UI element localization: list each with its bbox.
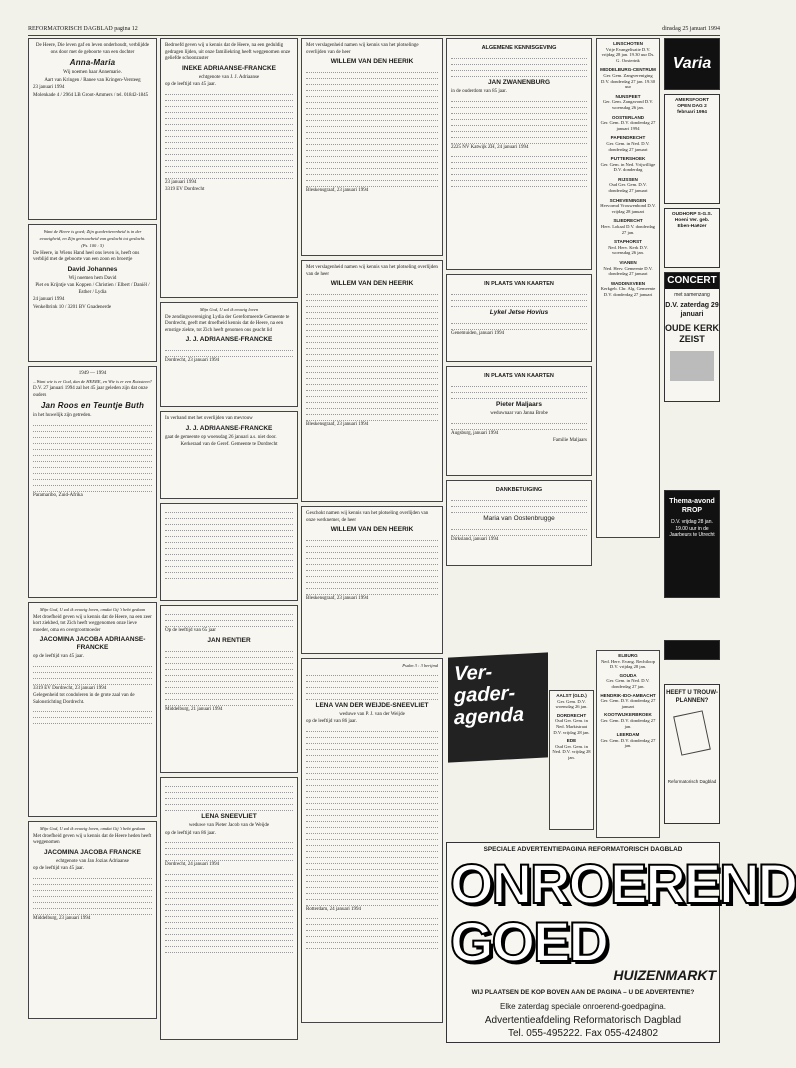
announcement-text: De Heere, in Wiens Hand heel ons leven is, heeft ons verblijd met de geboorte van een zoon en broertje <box>33 250 140 262</box>
obituary-name: LENA VAN DER WEIJDE-SNEEVLIET <box>315 701 429 709</box>
notice-place: Genemuiden, januari 1994 <box>451 331 505 336</box>
obituary-age: op de leeftijd van 86 jaar. <box>165 830 216 836</box>
obituary-text: Met droefheid geven wij u kennis dat de Heere, na een zeer kort ziekbed, tot Zich heeft weggenomen onze lieve moeder, oma en overgrootmoeder <box>33 614 152 633</box>
wedding-ad-sub: Reformatorisch Dagblad <box>667 779 717 784</box>
agenda-item: SCHEVENINGEN Hervormd Vrouwenbond D.V. vrijdag 28 januari <box>600 197 656 214</box>
obituary-text: De zendingsvereniging Lydia der Gereformeerde Gemeente te Dordrecht, geeft met droefheid kennis dat de Heere, na een ernstige ziekte, tot Zich heeft genomen ons geacht lid <box>165 314 290 333</box>
obituary-text: Gelegenheid tot condoleren in de grote zaal van de Salonstichting Dordrecht. <box>33 693 135 705</box>
notice-text: In verband met het overlijden van mevrouw <box>165 416 253 421</box>
birth-announcement-david <box>28 224 157 362</box>
obituary-francke <box>28 821 157 1019</box>
obituary-van-den-heerik-2 <box>301 260 443 502</box>
wedding-ad-title: HEEFT U TROUW-PLANNEN? <box>666 690 718 704</box>
real-estate-banner <box>446 842 796 1043</box>
obituary-sub: echtgenote van Jan Jozias Adriaanse <box>56 858 129 864</box>
ad-title: OUDHORP S-G.S. Hoeni Ver. geb. Eben-Haëzer <box>671 212 713 229</box>
announcement-text: De Heere, Die leven gaf en leven onderhoudt, verblijdde ons door met de geboorte van een dochter <box>35 43 150 55</box>
column-3 <box>301 38 443 1027</box>
announcement-date: 24 januari 1994 <box>33 297 65 302</box>
obituary-verse: Mijn God, U zal ik eeuwig loven, omdat Gij 't hebt gedaan <box>39 826 146 831</box>
page-header-left: REFORMATORISCH DAGBLAD pagina 12 <box>28 26 138 32</box>
announcement-text: Wij noemen hem David <box>68 275 117 281</box>
obituary-adriaanse-francke <box>28 602 157 817</box>
obituary-name: J. J. ADRIAANSE-FRANCKE <box>185 336 273 343</box>
in-lieu-of-cards-2 <box>446 366 592 476</box>
obituary-name: WILLEM VAN DEN HEERIK <box>330 526 414 533</box>
announcement-text: Wij noemen haar Annemarie. <box>63 70 122 75</box>
obituary-text: Geschokt namen wij kennis van het plotseling overlijden van onze werknemer, de heer <box>306 511 429 523</box>
concert-sub: met samenzang <box>674 292 710 298</box>
huizenmarkt-title: HUIZENMARKT <box>613 967 716 983</box>
ad-title: AMERSFOORT OPEN DAG 2 februari 1994 <box>674 98 710 115</box>
obituary-text: Met verslagenheid namen wij kennis van het plotseling overlijden van de heer <box>306 265 438 277</box>
obituary-cards-1 <box>160 503 298 601</box>
book-icon <box>673 710 711 755</box>
banner-phone: Tel. 055-495222. Fax 055-424802 <box>507 1028 659 1039</box>
dark-strip <box>664 640 720 660</box>
column-2 <box>160 38 298 1044</box>
notice-name: Maria van Oostenbrugge <box>483 515 555 522</box>
anniversary-text: in het huwelijk zijn getreden. <box>33 413 92 418</box>
obituary-date: 23 januari 1994 <box>165 179 197 185</box>
varia-ad <box>664 38 720 90</box>
thema-avond-ad <box>664 490 720 598</box>
agenda-item: LINSCHOTEN Vrije Evangelisatie D.V. vrijdag 28 jan. 19.30 uur Ds. G. Oosterink <box>601 41 655 63</box>
obituary-zendingsvereniging <box>160 302 298 407</box>
announcement-parents: Piet en Krijntje van Koppen / Christien / Elbert / Daniël / Esther / Lydia <box>35 283 150 295</box>
banner-text: Elke zaterdag speciale onroerend-goedpagina. <box>500 1002 666 1011</box>
notice-place: Dirksland, januari 1994 <box>451 537 499 542</box>
agenda-item: PUTTERSHOEK Ger. Gem. in Ned. Vrijwillige D.V. donderdag <box>600 156 656 173</box>
obituary-sub: weduwe van P. J. van der Weijde <box>339 711 405 717</box>
notice-title: DANKBETUIGING <box>495 487 543 493</box>
agenda-lower-left <box>549 690 594 830</box>
agenda-item: KOOTWIJKERBROEK Ger. Gem. D.V. donderdag 27 jan. <box>600 712 656 729</box>
obituary-jan-rentier <box>160 605 298 773</box>
agenda-item: GOUDA Ger. Gem. in Ned. D.V. donderdag 27 jan. <box>606 672 650 689</box>
agenda-item: AALST (GLD.) Ger. Gem. D.V. woensdag 26 jan. <box>555 693 588 710</box>
birth-announcement-anna-maria <box>28 38 157 220</box>
special-page-title: SPECIALE ADVERTENTIEPAGINA REFORMATORISCH DAGBLAD <box>483 846 683 853</box>
obituary-van-den-heerik-1 <box>301 38 443 256</box>
agenda-list <box>596 650 660 838</box>
anniversary-verse: ...Want wie is er God, dan de HEERE, en Wie is er een Rotssteen? <box>33 378 152 384</box>
church-photo <box>670 351 714 381</box>
banner-tagline: WIJ PLAATSEN DE KOP BOVEN AAN DE PAGINA – U DE ADVERTENTIE? <box>471 989 695 996</box>
announcement-address: Molenkade 4 / 2964 LB Groot-Ammers / tel. 01842-1845 <box>33 92 149 98</box>
meeting-agenda-sidebar <box>596 38 660 538</box>
anniversary-years: 1949 — 1994 <box>78 371 107 376</box>
obituary-name: JACOMINA JACOBA ADRIAANSE-FRANCKE <box>39 636 146 651</box>
notice-name: Lykel Jetse Hovius <box>489 309 549 316</box>
obituary-age: op de leeftijd van 45 jaar. <box>33 654 84 659</box>
obituary-place: Bleskensgraaf, 23 januari 1994 <box>306 596 369 601</box>
notice-sub: weduwnaar van Janna Brobe <box>490 411 548 416</box>
obituary-name: INEKE ADRIAANSE-FRANCKE <box>181 64 276 72</box>
agenda-item: ELBURG Ned. Herv. Evang. Rechtloop D.V. vrijdag 28 jan. <box>600 653 656 670</box>
notice-text: in de ouderdom van 85 jaar. <box>451 89 507 94</box>
column-1 <box>28 38 157 1023</box>
agenda-item: HENDRIK-IDO-AMBACHT Ger. Gem. D.V. donderdag 27 januari <box>600 692 656 709</box>
notice-family: Familie Maljaars <box>552 438 587 443</box>
concert-title: CONCERT <box>665 273 719 289</box>
obituary-name: JAN RENTIER <box>207 636 251 644</box>
obituary-text: Met droefheid geven wij u kennis dat de Heere heden heeft weggenomen <box>33 833 152 845</box>
meeting-agenda-logo: Ver- gader- agenda <box>448 652 548 762</box>
agenda-item: RIJSSEN Oud Ger. Gem. D.V. donderdag 27 januari <box>608 176 648 194</box>
anniversary-names: Jan Roos en Teuntje Buth <box>40 401 145 410</box>
notice-name: Pieter Maljaars <box>496 401 542 408</box>
obituary-place: Bleskensgraaf, 23 januari 1994 <box>306 188 369 193</box>
page-header <box>28 24 720 36</box>
general-notice <box>446 38 592 270</box>
obituary-text: Met verslagenheid namen wij kennis van het plotselinge overlijden van de heer <box>306 43 419 55</box>
agenda-item: STAPHORST Ned. Herv. Kerk D.V. woensdag 26 jan. <box>608 239 648 256</box>
agenda-list <box>549 690 594 830</box>
obituary-text: Op de leeftijd van 65 jaar <box>165 628 216 633</box>
agenda-item: OOSTERLAND Ger. Gem. D.V. donderdag 27 januari 1994 <box>600 114 656 131</box>
obituary-sub: echtgenote van J. J. Adriaanse <box>198 74 260 80</box>
anniversary-text: D.V. 27 januari 1994 zal het 45 jaar geleden zijn dat onze ouders <box>33 386 148 398</box>
obituary-verse: Mijn God, U zal ik eeuwig loven <box>199 307 259 312</box>
page-header-date: dinsdag 25 januari 1994 <box>662 26 720 32</box>
banner-department: Advertentieafdeling Reformatorisch Dagblad <box>484 1015 682 1026</box>
concert-ad <box>664 272 720 402</box>
obituary-place: Bleskensgraaf, 23 januari 1994 <box>306 422 369 427</box>
agenda-list <box>596 38 660 538</box>
obituary-place: Middelburg, 23 januari 1994 <box>33 915 91 921</box>
obituary-place: Dordrecht, 24 januari 1994 <box>165 862 220 867</box>
notice-place: Augsburg, januari 1994 <box>451 430 499 436</box>
notice-org: Kerkeraad van de Geref. Gemeente te Dordrecht <box>180 442 278 447</box>
agenda-item: NUNSPEET Ger. Gem. Zangavond D.V. woensdag 26 jan. <box>602 93 654 110</box>
notice-name: J. J. ADRIAANSE-FRANCKE <box>185 424 273 432</box>
announcement-verse-ref: (Ps. 100 : 5) <box>81 243 104 248</box>
amersfoort-ad <box>664 94 720 204</box>
concert-date: D.V. zaterdag 29 januari <box>665 302 719 318</box>
notice-name: JAN ZWANENBURG <box>487 79 551 86</box>
obituary-address: 3319 EV Dordrecht <box>165 187 205 192</box>
notice-title: IN PLAATS VAN KAARTEN <box>484 281 554 287</box>
agenda-item: SLIEDRECHT Herv. Lokaal D.V. donderdag 27 jan. <box>601 218 655 235</box>
column-4 <box>446 38 592 570</box>
notice-address: 2225 NV Katwijk ZH, 24 januari 1994 <box>451 144 529 150</box>
agenda-item: PAPENDRECHT Ger. Gem. in Ned. D.V. donderdag 27 januari <box>606 135 650 152</box>
obituary-lena-sneevliet <box>160 777 298 1040</box>
announcement-address: Venkelbrink 10 / 3201 BV Gnadenerde <box>33 304 112 310</box>
obituary-ineke <box>160 38 298 298</box>
obituary-place: Dordrecht, 23 januari 1994 <box>165 358 220 363</box>
agenda-item: DORDRECHT Oud Ger. Gem. in Ned. Marktstraat D.V. vrijdag 28 jan. <box>553 712 590 735</box>
announcement-name: David Johannes <box>67 265 118 273</box>
onroerend-goed-logo: ONROEREND GOED <box>450 852 796 973</box>
obituary-verse: Psalm 3 : 3 berijmd <box>402 663 438 668</box>
obituary-name: WILLEM VAN DEN HEERIK <box>330 280 414 287</box>
announcement-verse: Want de Heere is goed; Zijn goedertierenheid is in der eeuwigheid, en Zijn getrouwheid van geslacht tot geslacht. <box>39 229 146 241</box>
notice-kerkeraad <box>160 411 298 499</box>
concert-place: OUDE KERK ZEIST <box>665 323 720 344</box>
obituary-age: op de leeftijd van 45 jaar. <box>33 866 84 871</box>
obituary-name: WILLEM VAN DEN HEERIK <box>330 58 414 65</box>
obituary-age: op de leeftijd van 86 jaar. <box>306 719 357 724</box>
obituary-van-der-weijde <box>301 658 443 1023</box>
obituary-address: 3319 EV Dordrecht, 23 januari 1994 <box>33 685 107 691</box>
agenda-item: VIANEN Ned. Herv. Gemeente D.V. donderdag 27 januari <box>603 260 653 277</box>
oudhorp-ad <box>664 208 720 268</box>
announcement-parents: Aart van Kringen / Ranee van Kringen-Versteeg <box>44 77 141 83</box>
announcement-date: 23 januari 1994 <box>33 85 65 90</box>
varia-title: Varia <box>672 55 712 72</box>
agenda-item: LEERDAM Ger. Gem. D.V. donderdag 27 jan. <box>600 732 656 749</box>
obituary-place: Rotterdam, 24 januari 1994 <box>306 906 361 912</box>
anniversary-place: Paramaribo, Zuid-Afrika <box>33 492 83 498</box>
announcement-name: Anna-Maria <box>69 58 116 67</box>
thema-text: D.V. vrijdag 28 jan. 19.00 uur in de Jaarbeurs te Utrecht <box>669 519 715 538</box>
obituary-place: Middelburg, 21 januari 1994 <box>165 706 223 712</box>
thema-title: Thema-avond RROP <box>669 498 715 514</box>
notice-title: IN PLAATS VAN KAARTEN <box>484 373 554 379</box>
anniversary-announcement <box>28 366 157 598</box>
obituary-text: Bedroefd geven wij u kennis dat de Heere, na een geduldig gedragen lijden, uit onze familiekring heeft weggenomen onze geliefde schoonzuster <box>165 43 291 61</box>
agenda-item: MIDDELBURG-CENTRUM Ger. Gem. Zangvereniging D.V. donderdag 27 jan. 19.30 uur <box>600 67 656 90</box>
obituary-sub: weduwe van Pieter Jacob van de Weijde <box>188 823 270 828</box>
agenda-item: EDE Oud Ger. Gem. in Ned. D.V. vrijdag 28 jan. <box>552 738 591 760</box>
agenda-lower-right <box>596 650 660 838</box>
obituary-verse: Mijn God, U zal ik eeuwig loven, omdat Gij 't hebt gedaan <box>39 607 146 612</box>
acknowledgement <box>446 480 592 566</box>
obituary-name: JACOMINA JACOBA FRANCKE <box>43 848 142 856</box>
notice-text: gaat de gemeente op woensdag 26 januari a.s. niet door. <box>165 434 277 440</box>
notice-title: ALGEMENE KENNISGEVING <box>481 45 557 51</box>
obituary-age: op de leeftijd van 45 jaar. <box>165 82 216 87</box>
agenda-item: WADDINXVEEN Kerkgeb. Chr. Alg. Gemeente D.V. donderdag 27 januari <box>600 280 656 297</box>
in-lieu-of-cards-1 <box>446 274 592 362</box>
obituary-name: LENA SNEEVLIET <box>201 813 257 820</box>
wedding-ad <box>664 684 720 824</box>
obituary-van-den-heerik-3 <box>301 506 443 654</box>
